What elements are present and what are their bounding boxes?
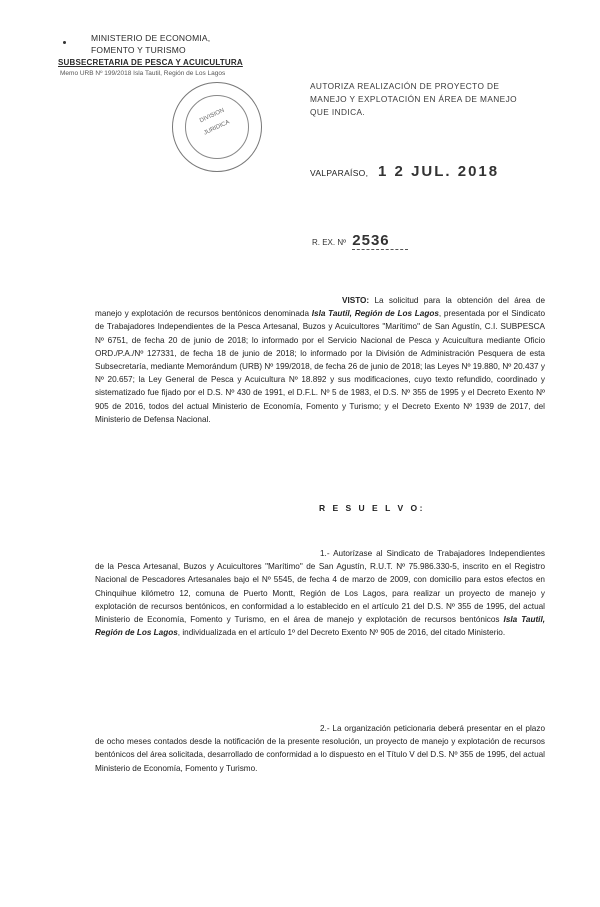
ministry-name: MINISTERIO DE ECONOMIA,	[91, 33, 211, 43]
article-1-text-a: 1.- Autorízase al Sindicato de Trabajadores Independientes de la Pesca Artesanal, Buzos y Acuicultores "Marítimo" de San Agustín, R.U.T. Nº 75.986.330-5, inscrito en el Registro Nacional de Pescadores Artesanales bajo el Nº 5545, de fecha 4 de marzo de 2009, con domicilio para estos efectos en Chinquihue kilómetro 12, comuna de Puerto Montt, Región de Los Lagos, para realizar un proyecto de manejo y explotación de recursos bentónicos, en conformidad a lo establecido en el artículo 21 del D.S. Nº 355 de 1995, del actual Ministerio de Economía, Fomento y Turismo, en el área de manejo y explotación de recursos bentónicos	[95, 549, 545, 625]
visto-paragraph	[95, 294, 545, 426]
ministry-subtitle: FOMENTO Y TURISMO	[91, 45, 186, 55]
visto-text-b: , presentada por el Sindicato de Trabajadores Independientes de la Pesca Artesanal, Buzos y Acuicultores "Marítimo" de San Agustín, C.I. SUBPESCA Nº 6751, de fecha 20 de junio de 2018; lo informado por el Servicio Nacional de Pesca y Acuicultura mediante Oficio ORD./P.A./Nº 127331, de fecha 18 de junio de 2018; lo informado por la División de Administración Pesquera de esta Subsecretaría, mediante Memorándum (URB) Nº 199/2018, de fecha 26 de junio de 2018; las Leyes Nº 19.880, Nº 20.437 y Nº 20.657; la Ley General de Pesca y Acuicultura Nº 18.892 y sus modificaciones, cuyo texto refundido, coordinado y sistematizado fue fijado por el D.S. Nº 430 de 1991, el D.F.L. Nº 5 de 1983, el D.S. Nº 355 de 1995 y el Decreto Exento Nº 905 de 2016, todos del actual Ministerio de Economía, Fomento y Turismo; y el Decreto Exento Nº 1939 de 2017, del Ministerio de Defensa Nacional.	[95, 309, 545, 424]
memo-reference: Memo URB Nº 199/2018 Isla Tautil, Región de Los Lagos	[60, 70, 226, 77]
date-line	[310, 163, 499, 180]
resuelvo-heading: R E S U E L V O:	[319, 503, 425, 513]
margin-mark	[63, 41, 66, 44]
article-2-text: 2.- La organización peticionaria deberá presentar en el plazo de ocho meses contados desde la notificación de la presente resolución, un proyecto de manejo y explotación de recursos bentónicos del área solicitada, desarrollado de conformidad a lo dispuesto en el Título V del D.S. Nº 355 de 1995, del actual Ministerio de Economía, Fomento y Turismo.	[95, 724, 545, 773]
visto-label: VISTO:	[342, 296, 370, 305]
resolution-number: 2536	[352, 232, 407, 250]
article-1	[95, 547, 545, 639]
article-1-area-name: Isla Tautil, Región de Los Lagos	[95, 615, 546, 638]
visto-text-a: La solicitud para la obtención del área de manejo y explotación de recursos bentónicos denominada	[95, 296, 545, 319]
article-1-text-b: , individualizada en el artículo 1º del Decreto Exento Nº 905 de 2016, del citado Ministerio.	[177, 628, 506, 638]
subject-line-3: QUE INDICA.	[310, 107, 366, 117]
resolution-prefix: R. EX. Nº	[312, 238, 347, 247]
subject-line-2: MANEJO Y EXPLOTACIÓN EN ÁREA DE MANEJO	[310, 94, 517, 104]
resolution-number-line	[312, 232, 408, 249]
official-stamp	[172, 82, 262, 172]
subsecretaria-name: SUBSECRETARIA DE PESCA Y ACUICULTURA	[58, 58, 243, 67]
visto-area-name: Isla Tautil, Región de Los Lagos	[311, 309, 439, 319]
date-value: 1 2 JUL. 2018	[378, 163, 500, 180]
subject-line-1: AUTORIZA REALIZACIÓN DE PROYECTO DE	[310, 81, 500, 91]
resolution-subject	[310, 80, 560, 119]
article-2	[95, 722, 545, 775]
stamp-text-top: DIVISION	[198, 107, 226, 125]
stamp-text-bottom: JURIDICA	[203, 119, 231, 137]
date-city: VALPARAÍSO,	[310, 168, 369, 178]
